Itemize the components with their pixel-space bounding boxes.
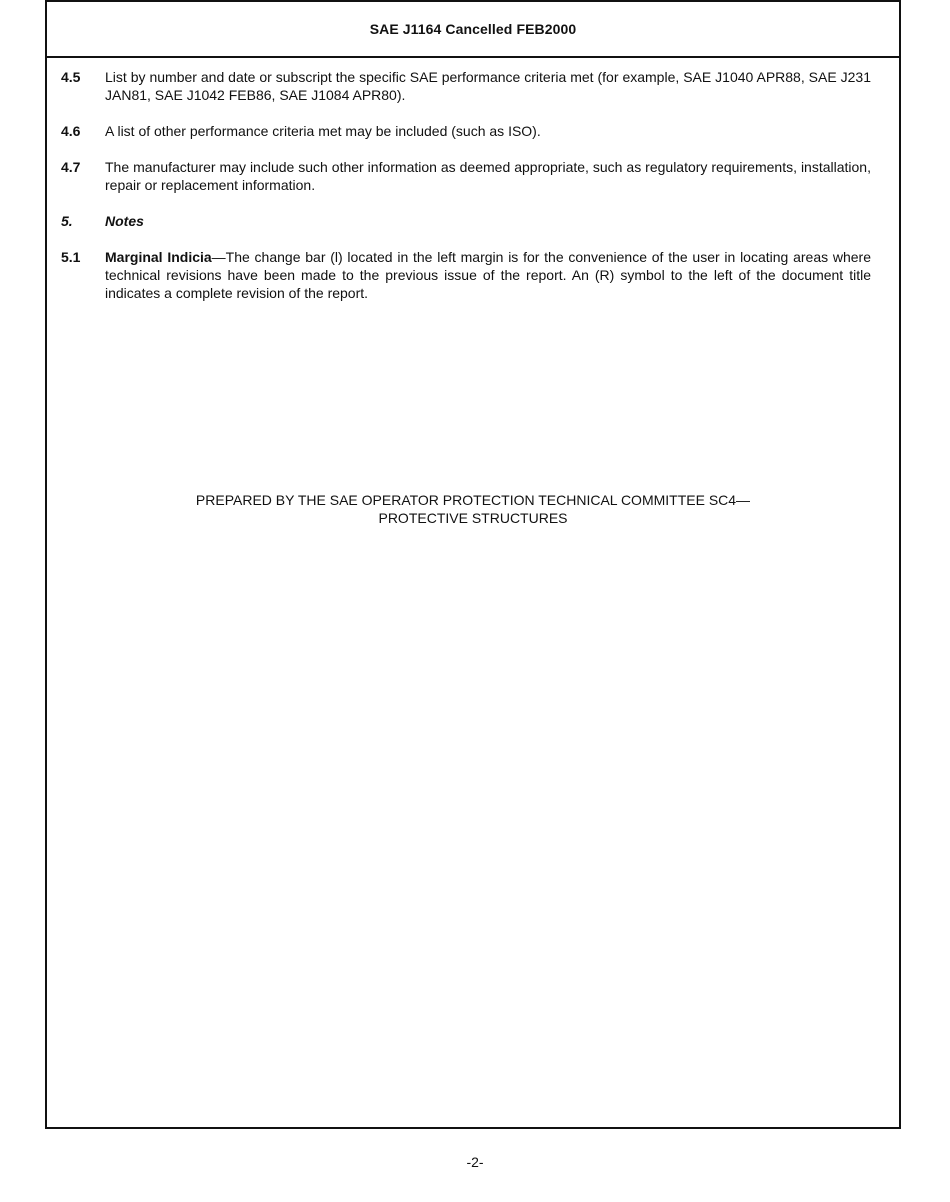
section-4-5	[61, 68, 871, 104]
section-text	[105, 248, 871, 302]
page-frame	[45, 0, 901, 1129]
document-body	[61, 68, 871, 320]
section-number: 4.7	[61, 159, 81, 175]
section-text: List by number and date or subscript the specific SAE performance criteria met (for example, SAE J1040 APR88, SAE J231 JAN81, SAE J1042 FEB86, SAE J1084 APR80).	[105, 69, 871, 103]
section-heading: Notes	[105, 213, 144, 229]
section-text: A list of other performance criteria met may be included (such as ISO).	[105, 123, 541, 139]
section-term-body: —The change bar (l) located in the left margin is for the convenience of the user in locating areas where technical revisions have been made to the previous issue of the report. An (R) symbol to the left of the document title indicates a complete revision of the report.	[105, 249, 871, 301]
prepared-by-statement	[47, 491, 899, 527]
section-4-7	[61, 158, 871, 194]
prepared-by-line-1: PREPARED BY THE SAE OPERATOR PROTECTION TECHNICAL COMMITTEE SC4—	[195, 492, 751, 508]
section-number: 4.5	[61, 69, 81, 85]
section-number: 5.1	[61, 249, 81, 265]
section-number: 4.6	[61, 123, 81, 139]
section-term: Marginal Indicia	[105, 249, 212, 265]
prepared-by-line-2: PROTECTIVE STRUCTURES	[378, 510, 568, 526]
document-title: SAE J1164 Cancelled FEB2000	[369, 21, 577, 37]
page-number: -2-	[466, 1154, 484, 1170]
section-5-notes	[61, 212, 871, 230]
section-number: 5.	[61, 213, 73, 229]
section-5-1	[61, 248, 871, 302]
document-header	[47, 2, 899, 58]
section-text: The manufacturer may include such other information as deemed appropriate, such as regulatory requirements, installation, repair or replacement information.	[105, 159, 871, 193]
section-4-6	[61, 122, 871, 140]
